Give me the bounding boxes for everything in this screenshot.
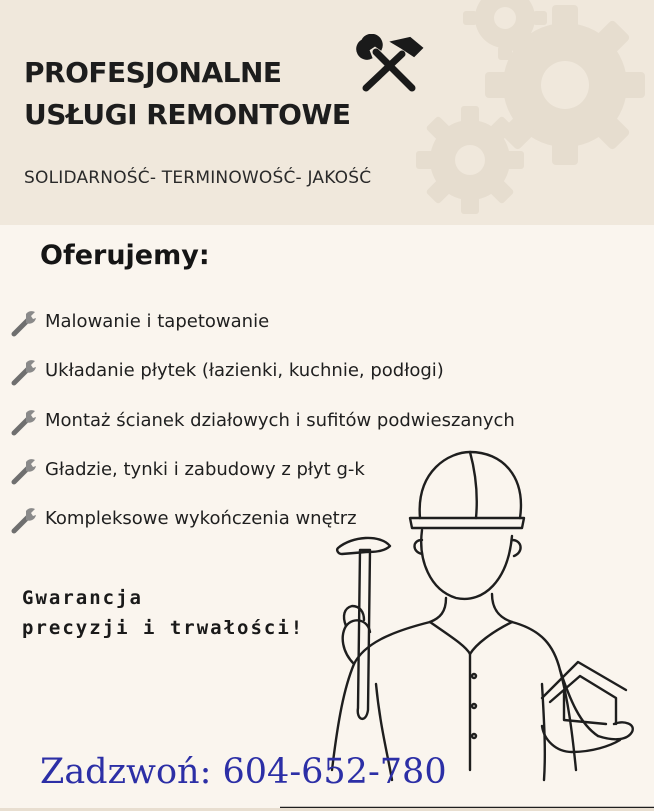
title-line-1: PROFESJONALNE [24, 56, 282, 89]
wrench-icon [8, 406, 40, 438]
list-item [0, 354, 654, 403]
service-label: Malowanie i tapetowanie [45, 311, 270, 332]
wrench-icon [8, 356, 40, 388]
list-item [0, 305, 654, 354]
hammer-wrench-icon [352, 34, 428, 96]
service-label: Gładzie, tynki i zabudowy z płyt g-k [45, 458, 365, 480]
wrench-icon [8, 455, 40, 487]
wrench-icon [8, 504, 40, 536]
guarantee-text [22, 583, 304, 643]
service-label: Kompleksowe wykończenia wnętrz [45, 508, 357, 530]
service-label: Montaż ścianek działowych i sufitów podwieszanych [45, 409, 515, 431]
guarantee-line-2: precyzji i trwałości! [22, 617, 305, 639]
header-band [0, 0, 654, 225]
offer-heading: Oferujemy: [40, 240, 210, 271]
phone-number[interactable]: Zadzwoń: 604-652-780 [40, 752, 447, 792]
title-line-2: USŁUGI REMONTOWE [24, 98, 351, 131]
guarantee-line-1: Gwarancja [22, 587, 143, 609]
wrench-icon [8, 307, 40, 339]
page-title [24, 52, 350, 136]
service-label: Układanie płytek (łazienki, kuchnie, podłogi) [45, 360, 444, 382]
tagline: SOLIDARNOŚĆ- TERMINOWOŚĆ- JAKOŚĆ [24, 168, 372, 188]
